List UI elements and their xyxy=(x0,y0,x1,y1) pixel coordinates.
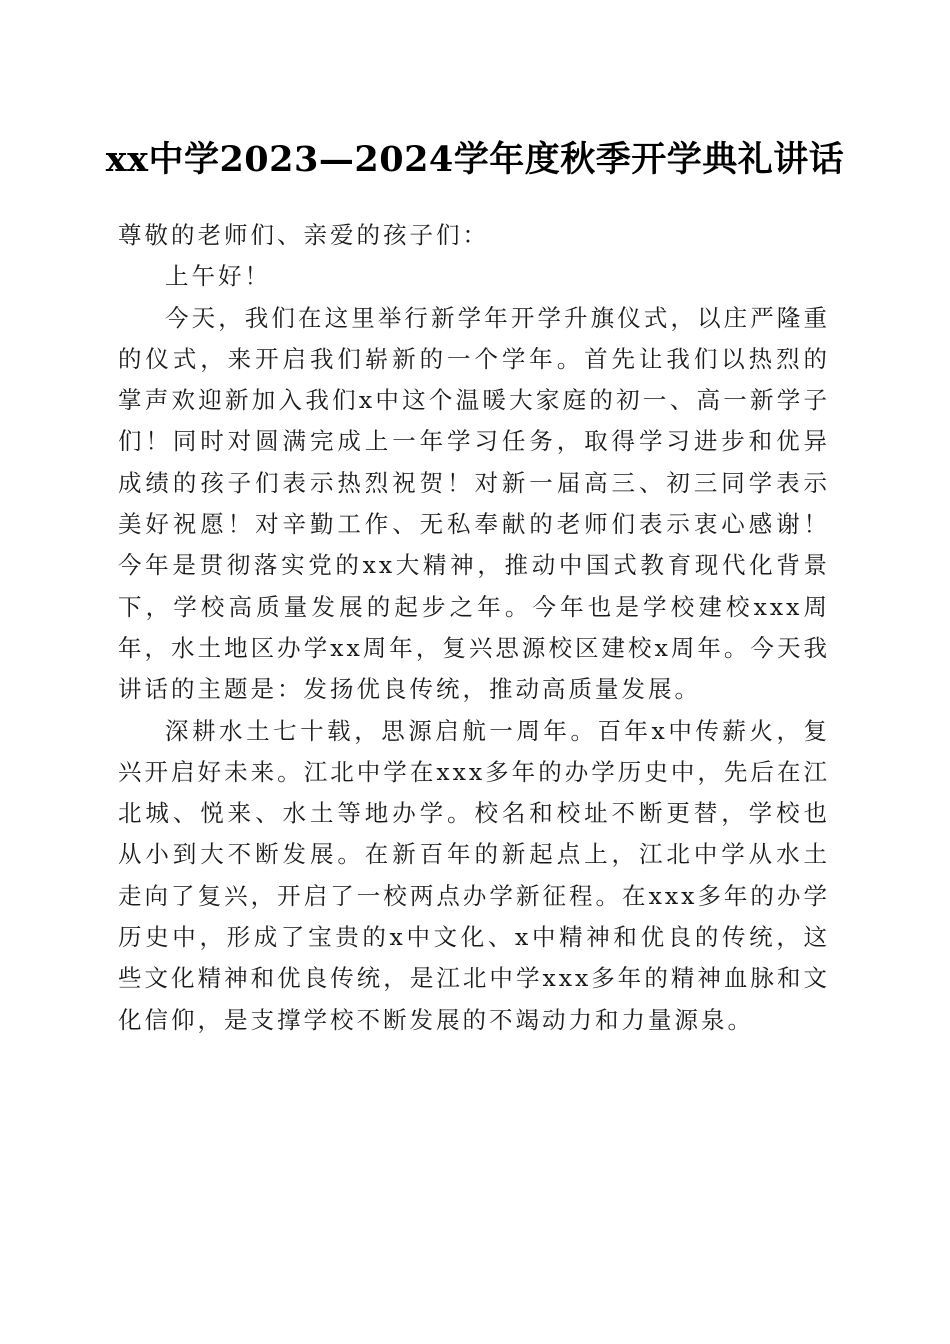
document-title: xx中学2023—2024学年度秋季开学典礼讲话 xyxy=(105,139,845,180)
greeting: 上午好！ xyxy=(165,262,271,291)
paragraph-intro: 今天，我们在这里举行新学年开学升旗仪式，以庄严隆重的仪式，来开启我们崭新的一个学年。首先让我们以热烈的掌声欢迎新加入我们x中这个温暖大家庭的初一、高一新学子们！同时对圆满完成上一年学习任务，取得学习进步和优异成绩的孩子们表示热烈祝贺！对新一届高三、初三同学表示美好祝愿！对辛勤工作、无私奉献的老师们表示衷心感谢！今年是贯彻落实党的xx大精神，推动中国式教育现代化背景下，学校高质量发展的起步之年。今年也是学校建校xxx周年，水土地区办学xx周年，复兴思源校区建校x周年。今天我讲话的主题是：发扬优良传统，推动高质量发展。 xyxy=(118,303,830,704)
salutation: 尊敬的老师们、亲爱的孩子们： xyxy=(118,221,489,249)
document-body xyxy=(118,215,830,1041)
paragraph-history: 深耕水土七十载，思源启航一周年。百年x中传薪火，复兴开启好未来。江北中学在xxx多年的办学历史中，先后在江北城、悦来、水土等地办学。校名和校址不断更替，学校也从小到大不断发展。在新百年的新起点上，江北中学从水土走向了复兴，开启了一校两点办学新征程。在xxx多年的办学历史中，形成了宝贵的x中文化、x中精神和优良的传统，这些文化精神和优良传统，是江北中学xxx多年的精神血脉和文化信仰，是支撑学校不断发展的不竭动力和力量源泉。 xyxy=(118,716,830,1034)
